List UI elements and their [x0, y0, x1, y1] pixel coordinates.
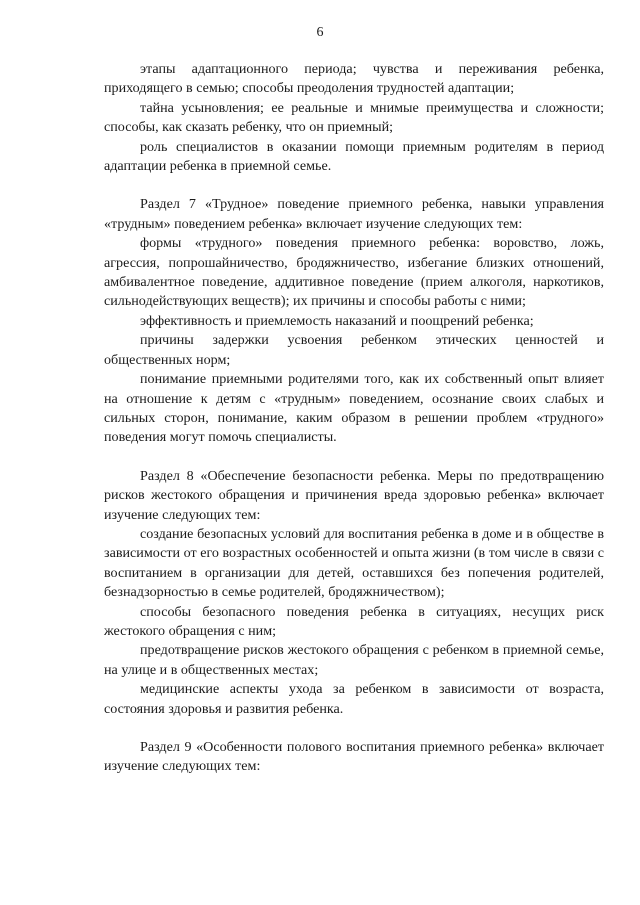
section-gap [104, 719, 604, 738]
paragraph: понимание приемными родителями того, как их собственный опыт влияет на отношение к детям с «трудным» поведением, осознание своих слабых и сильных сторон, понимание, каким образом в решении проблем «трудного» поведения могут помочь специалисты. [104, 371, 604, 446]
paragraph: создание безопасных условий для воспитания ребенка в доме и в обществе в зависимости от его возрастных особенностей и опыта жизни (в том числе в связи с воспитанием в организации для детей, оставшихся без попечения родителей, безнадзорностью в семье родителей, бродяжничеством); [104, 525, 604, 601]
paragraph: роль специалистов в оказании помощи приемным родителям в период адаптации ребенка в приемной семье. [104, 138, 604, 175]
section-gap [104, 176, 604, 195]
page-number: 6 [316, 25, 324, 40]
paragraph: причины задержки усвоения ребенком этических ценностей и общественных норм; [104, 332, 604, 368]
section-heading-paragraph: Раздел 8 «Обеспечение безопасности ребенка. Меры по предотвращению рисков жестокого обращения и причинения вреда здоровью ребенка» включает изучение следующих тем: [104, 467, 604, 523]
paragraph: формы «трудного» поведения приемного ребенка: воровство, ложь, агрессия, попрошайничество, бродяжничество, избегание близких отношений, амбивалентное поведение, аддитивное поведение (прием алкоголя, наркотиков, сильнодействующих веществ); их причины и способы работы с ними; [104, 235, 604, 310]
paragraph: тайна усыновления; ее реальные и мнимые преимущества и сложности; способы, как сказать ребенку, что он приемный; [104, 99, 604, 136]
paragraph: предотвращение рисков жестокого обращения с ребенком в приемной семье, на улице и в общественных местах; [104, 642, 604, 678]
paragraph: эффективность и приемлемость наказаний и поощрений ребенка; [140, 312, 534, 329]
paragraph: медицинские аспекты ухода за ребенком в зависимости от возраста, состояния здоровья и развития ребенка. [104, 681, 604, 717]
paragraph: способы безопасного поведения ребенка в ситуациях, несущих риск жестокого обращения с ним; [104, 603, 604, 639]
paragraph: этапы адаптационного периода; чувства и переживания ребенка, приходящего в семью; способы преодоления трудностей адаптации; [104, 61, 604, 97]
section-heading-paragraph: Раздел 7 «Трудное» поведение приемного ребенка, навыки управления «трудным» поведением ребенка» включает изучение следующих тем: [104, 196, 604, 232]
section-gap [104, 448, 604, 467]
section-heading-paragraph: Раздел 9 «Особенности полового воспитания приемного ребенка» включает изучение следующих тем: [104, 739, 604, 775]
body-text [104, 60, 604, 777]
